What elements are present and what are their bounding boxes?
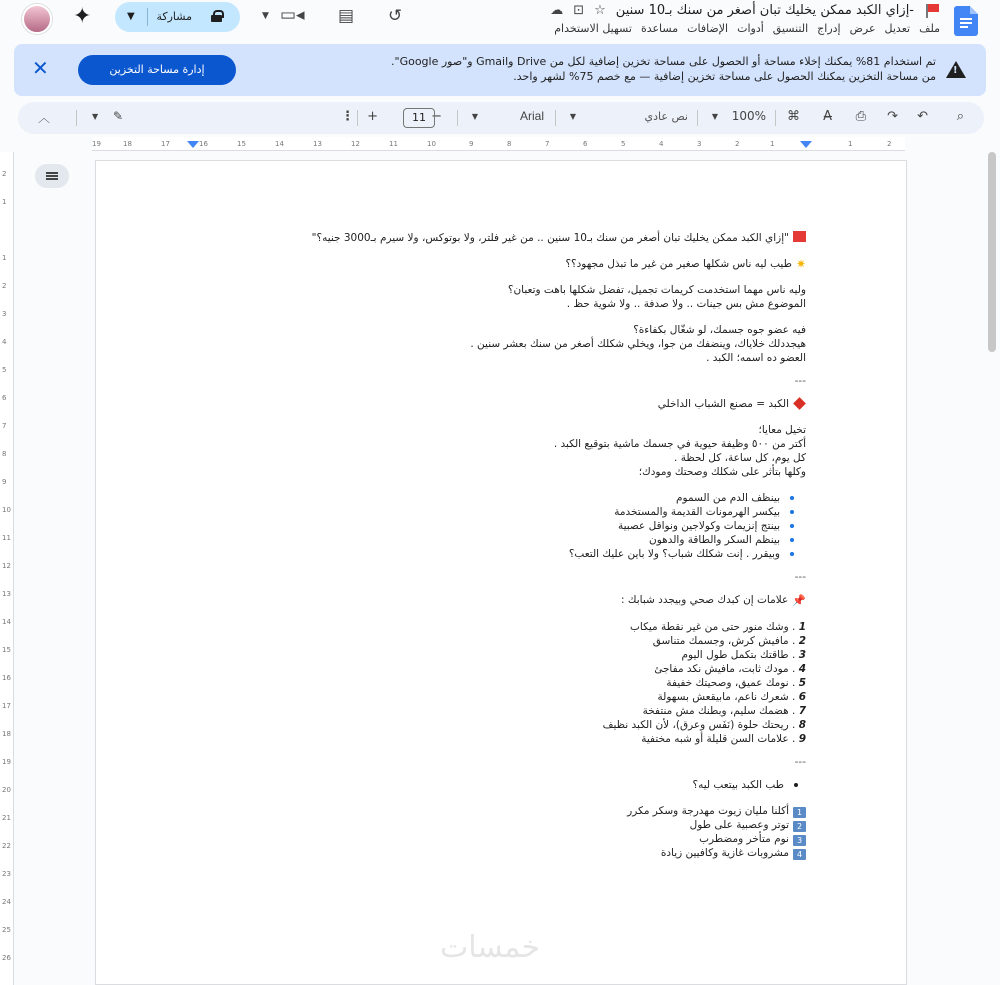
meet-chevron-icon[interactable]: ▼ <box>262 11 269 21</box>
avatar[interactable] <box>22 4 52 34</box>
causes-list <box>186 804 806 860</box>
item-number: 3 <box>798 649 806 661</box>
history-icon[interactable]: ↺ <box>388 6 403 26</box>
horizontal-ruler[interactable] <box>0 137 1000 151</box>
manage-storage-button[interactable]: إدارة مساحة التخزين <box>78 55 236 85</box>
section-heading <box>186 397 806 411</box>
ruler-tick: 13 <box>2 590 11 598</box>
move-folder-icon[interactable]: ⊡ <box>573 3 585 18</box>
style-select[interactable]: نص عادي <box>644 110 688 123</box>
bullet-list <box>186 491 806 561</box>
banner-line-1: تم استخدام 81% يمكنك إخلاء مساحة أو الحصول على مساحة تخزين إضافية لكل من Drive وGmail و"صور Google". <box>391 55 936 68</box>
hide-menus-icon[interactable]: ︿ <box>38 111 51 125</box>
paragraph-line: كل يوم، كل ساعة، كل لحظة . <box>674 452 806 464</box>
item-number: 5 <box>798 677 806 689</box>
separator: --- <box>794 375 806 387</box>
ruler-tick: 2 <box>887 140 892 148</box>
paragraph-line: فيه عضو جوه جسمك، لو شغّال بكفاءة؟ <box>633 324 806 336</box>
item-number: 8 <box>798 719 806 731</box>
paragraph-line: وكلها بتأثر على شكلك وصحتك ومودك؛ <box>638 466 806 478</box>
list-item <box>186 620 806 634</box>
item-text: . وشك منور حتى من غير نقطة ميكاب <box>630 621 796 633</box>
ruler-tick: 17 <box>2 702 11 710</box>
list-item <box>186 690 806 704</box>
list-item <box>186 704 806 718</box>
red-diamond-icon <box>793 397 806 410</box>
ruler-tick: 9 <box>469 140 474 148</box>
share-label: مشاركة <box>156 10 192 23</box>
ruler-tick: 11 <box>2 534 11 542</box>
item-number: 7 <box>798 705 806 717</box>
ruler-tick: 9 <box>2 478 7 486</box>
paragraph-line: هيجددلك خلاياك، وينضفك من جوا، ويخلي شكلك أصغر من سنك بعشر سنين . <box>470 338 806 350</box>
ruler-tick: 8 <box>507 140 512 148</box>
flag-emoji-icon <box>793 231 806 242</box>
item-number: 4 <box>798 663 806 675</box>
list-item <box>186 648 806 662</box>
print-icon[interactable]: ⎙ <box>855 109 866 124</box>
keycap-number-icon: 3 <box>793 835 806 846</box>
list-item <box>186 676 806 690</box>
ruler-tick: 10 <box>2 506 11 514</box>
menu-format[interactable]: التنسيق <box>772 22 809 35</box>
ruler-tick: 12 <box>2 562 11 570</box>
ruler-band <box>92 137 905 151</box>
ruler-tick: 6 <box>2 394 7 402</box>
list-item <box>186 832 806 846</box>
item-text: مشروبات غازية وكافيين زيادة <box>660 847 789 859</box>
ruler-tick: 18 <box>2 730 11 738</box>
meet-video-icon[interactable]: ▭◂ <box>280 5 305 25</box>
list-item: بينظم السكر والطاقة والدهون <box>186 533 806 547</box>
item-number: 1 <box>798 621 806 633</box>
paragraph-line: وليه ناس مهما استخدمت كريمات تجميل، تفضل شكلها باهت وتعبان؟ <box>507 284 806 296</box>
item-text: . شعرك ناعم، مابيقعش بسهولة <box>657 691 796 703</box>
ruler-tick: 2 <box>2 282 7 290</box>
question-paragraph <box>186 257 806 271</box>
close-icon[interactable]: ✕ <box>32 56 49 80</box>
ruler-tick: 22 <box>2 842 11 850</box>
more-options-icon[interactable]: ⋮ <box>341 109 354 124</box>
ruler-tick: 1 <box>2 198 7 206</box>
paragraph-line: العضو ده اسمه؛ الكبد . <box>706 352 806 364</box>
watermark-logo: خمسات <box>440 930 541 965</box>
decrease-font-size-icon[interactable]: − <box>431 109 442 124</box>
list-item <box>186 662 806 676</box>
redo-icon[interactable]: ↷ <box>887 109 898 124</box>
question-text: طيب ليه ناس شكلها صغير من غير ما تبذل مجهود؟؟ <box>565 258 792 270</box>
ruler-tick: 18 <box>123 140 132 148</box>
share-button[interactable] <box>115 2 240 32</box>
separator: --- <box>794 571 806 583</box>
item-text: . مودك ثابت، مافيش نكد مفاجئ <box>654 663 796 675</box>
ruler-tick: 15 <box>237 140 246 148</box>
item-text: أكلنا مليان زيوت مهدرجة وسكر مكرر <box>627 805 789 817</box>
keycap-number-icon: 1 <box>793 807 806 818</box>
paint-format-icon[interactable]: ⌘ <box>787 109 800 124</box>
document-outline-button[interactable] <box>35 164 69 188</box>
ruler-tick: 3 <box>2 310 7 318</box>
item-text: . نومك عميق، وصحيتك خفيفة <box>666 677 796 689</box>
menu-extensions[interactable]: الإضافات <box>687 22 729 35</box>
item-text: توتر وعصبية على طول <box>689 819 789 831</box>
list-item <box>186 846 806 860</box>
list-item <box>186 732 806 746</box>
item-text: . علامات السن قليلة أو شبه مختفية <box>641 733 796 745</box>
section-heading-text: الكبد = مصنع الشباب الداخلي <box>657 398 789 410</box>
spellcheck-icon[interactable]: A̶ <box>823 109 832 124</box>
title-paragraph <box>186 231 806 245</box>
ruler-tick: 15 <box>2 646 11 654</box>
ruler-tick: 20 <box>2 786 11 794</box>
title-row <box>550 3 940 18</box>
list-item: بيكسر الهرمونات القديمة والمستخدمة <box>186 505 806 519</box>
toolbar-divider <box>775 110 776 126</box>
ruler-tick: 1 <box>2 254 7 262</box>
signs-list <box>186 620 806 746</box>
menu-file[interactable]: ملف <box>919 22 940 35</box>
toolbar-divider <box>76 110 77 126</box>
list-item: بينتج إنزيمات وكولاجين ونواقل عصبية <box>186 519 806 533</box>
list-item <box>186 818 806 832</box>
docs-logo-icon[interactable] <box>954 6 978 36</box>
keycap-number-icon: 4 <box>793 849 806 860</box>
ruler-tick: 21 <box>2 814 11 822</box>
ruler-tick: 7 <box>545 140 550 148</box>
menu-bar <box>554 22 940 35</box>
flag-icon <box>924 4 940 18</box>
list-item <box>186 718 806 732</box>
paragraph-line: أكتر من ٥٠٠ وظيفة حيوية في جسمك ماشية بتوقيع الكبد . <box>553 438 806 450</box>
item-text: . طاقتك بتكمل طول اليوم <box>681 649 796 661</box>
item-number: 2 <box>798 635 806 647</box>
paragraph-line: تخيل معايا؛ <box>758 424 806 436</box>
pushpin-icon: 📌 <box>792 594 806 607</box>
lock-icon <box>211 10 222 22</box>
title-text: "إزاي الكبد ممكن يخليك تبان أصغر من سنك بـ10 سنين .. من غير فلتر، ولا بوتوكس، ولا سيرم بـ3000 جنيه؟" <box>311 232 789 244</box>
banner-line-2: من مساحة التخزين يمكنك الحصول على مساحة تخزين إضافية — مع خصم 75% لشهر واحد. <box>513 70 936 83</box>
formatting-toolbar <box>18 102 984 134</box>
zoom-select[interactable]: 100% <box>731 109 766 123</box>
ruler-tick: 23 <box>2 870 11 878</box>
toolbar-divider <box>697 110 698 126</box>
comments-icon[interactable]: ▤ <box>338 6 355 26</box>
menu-accessibility[interactable]: تسهيل الاستخدام <box>554 22 632 35</box>
header-actions <box>0 0 470 40</box>
cloud-saved-icon[interactable]: ☁ <box>550 3 564 18</box>
item-text: . ريحتك حلوة (نَفَس وعرق)، لأن الكبد نظيف <box>602 719 796 731</box>
ruler-tick: 13 <box>313 140 322 148</box>
ruler-tick: 14 <box>2 618 11 626</box>
toolbar-divider <box>555 110 556 126</box>
increase-font-size-icon[interactable]: + <box>367 109 378 124</box>
star-emoji-icon: ✷ <box>795 257 806 271</box>
ruler-tick: 4 <box>2 338 7 346</box>
list-item: وبيقرر . إنت شكلك شباب؟ ولا باين عليك التعب؟ <box>186 547 806 561</box>
font-select[interactable]: Arial <box>519 109 544 123</box>
ruler-tick: 14 <box>275 140 284 148</box>
style-chevron-icon[interactable]: ▼ <box>569 112 576 121</box>
ruler-tick: 25 <box>2 926 11 934</box>
ruler-tick: 17 <box>161 140 170 148</box>
chevron-down-icon[interactable]: ▼ <box>127 11 135 22</box>
ruler-tick: 1 <box>770 140 775 148</box>
undo-icon[interactable]: ↶ <box>917 109 928 124</box>
question-paragraph: طب الكبد بيتعب ليه؟ <box>186 778 806 792</box>
item-number: 6 <box>798 691 806 703</box>
ruler-tick: 6 <box>583 140 588 148</box>
star-icon[interactable]: ☆ <box>594 3 606 18</box>
keycap-number-icon: 2 <box>793 821 806 832</box>
ruler-tick: 7 <box>2 422 7 430</box>
title-bar <box>0 0 1000 40</box>
ruler-tick: 19 <box>2 758 11 766</box>
ruler-tick: 16 <box>199 140 208 148</box>
ruler-tick: 8 <box>2 450 7 458</box>
font-chevron-icon[interactable]: ▼ <box>471 112 478 121</box>
ruler-tick: 10 <box>427 140 436 148</box>
ruler-tick: 3 <box>697 140 702 148</box>
ruler-tick: 24 <box>2 898 11 906</box>
ruler-tick: 2 <box>2 170 7 178</box>
toolbar-divider <box>357 110 358 126</box>
gemini-icon[interactable]: ✦ <box>73 4 92 29</box>
list-item <box>186 634 806 648</box>
mode-chevron-icon[interactable]: ▼ <box>92 112 99 121</box>
menu-view[interactable]: عرض <box>849 22 876 35</box>
zoom-chevron-icon[interactable]: ▼ <box>711 112 718 121</box>
vertical-ruler[interactable] <box>0 152 14 985</box>
warning-icon <box>946 61 966 78</box>
left-indent-marker[interactable] <box>187 141 199 148</box>
right-indent-marker[interactable] <box>800 141 812 148</box>
ruler-tick: 11 <box>389 140 398 148</box>
list-item <box>186 804 806 818</box>
ruler-tick: 19 <box>92 140 101 148</box>
document-title[interactable]: -إزاي الكبد ممكن يخليك تبان أصغر من سنك بـ10 سنين <box>615 3 914 18</box>
item-text: . هضمك سليم، وبطنك مش منتفخة <box>642 705 796 717</box>
menu-edit[interactable]: تعديل <box>884 22 911 35</box>
search-menus-icon[interactable]: ⌕ <box>956 109 964 124</box>
menu-help[interactable]: مساعدة <box>640 22 679 35</box>
ruler-tick: 2 <box>735 140 740 148</box>
vertical-scrollbar[interactable] <box>988 152 996 352</box>
banner-message <box>276 54 936 84</box>
separator: --- <box>794 756 806 768</box>
item-text: نوم متأخر ومضطرب <box>699 833 789 845</box>
ruler-tick: 1 <box>848 140 853 148</box>
document-body[interactable] <box>186 231 806 860</box>
paragraph-line: الموضوع مش بس جينات .. ولا صدفة .. ولا شوية حظ . <box>566 298 806 310</box>
item-text: . مافيش كرش، وجسمك متناسق <box>652 635 796 647</box>
ruler-tick: 16 <box>2 674 11 682</box>
ruler-tick: 5 <box>621 140 626 148</box>
toolbar-divider <box>457 110 458 126</box>
storage-banner <box>14 44 986 96</box>
ruler-tick: 26 <box>2 954 11 962</box>
font-size-input[interactable]: 11 <box>403 108 435 128</box>
menu-tools[interactable]: أدوات <box>737 22 764 35</box>
ruler-tick: 4 <box>659 140 664 148</box>
document-page[interactable] <box>95 160 907 985</box>
ruler-tick: 5 <box>2 366 7 374</box>
item-number: 9 <box>798 733 806 745</box>
menu-insert[interactable]: إدراج <box>817 22 841 35</box>
edit-mode-icon[interactable]: ✎ <box>113 109 124 123</box>
section-heading <box>186 593 806 608</box>
section-heading-text: علامات إن كبدك صحي وبيجدد شبابك : <box>621 594 789 606</box>
share-divider <box>147 8 148 26</box>
ruler-tick: 12 <box>351 140 360 148</box>
list-item: بينظف الدم من السموم <box>186 491 806 505</box>
